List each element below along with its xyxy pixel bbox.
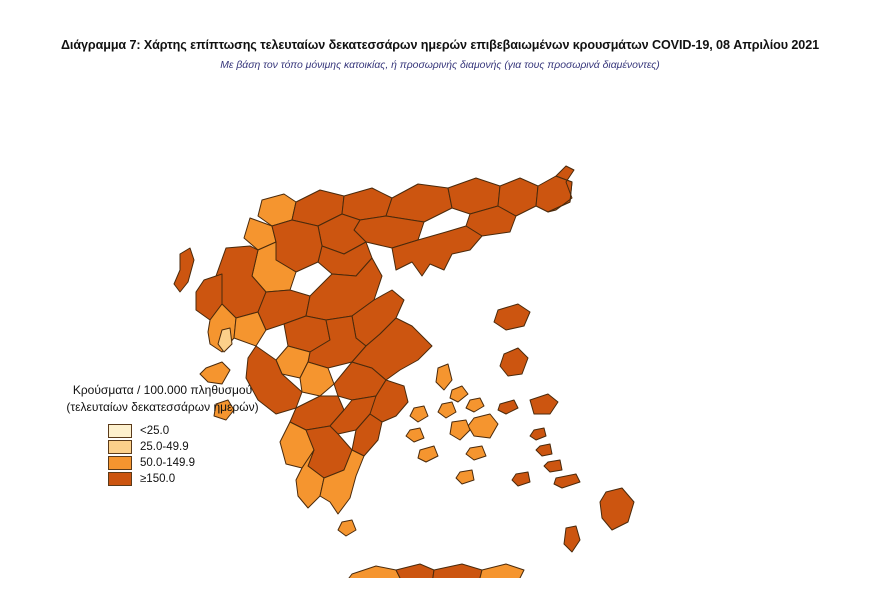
legend-item bbox=[108, 471, 300, 487]
figure-subtitle: Με βάση τον τόπο μόνιμης κατοικίας, ή προσωρινής διαμονής (για τους προσωρινά διαμένοντες) bbox=[220, 60, 660, 71]
area-dodekanisa-kalymnos bbox=[544, 460, 562, 472]
area-dodekanisa-rodos bbox=[600, 488, 634, 530]
legend-item bbox=[108, 439, 300, 455]
legend-swatch-under-25 bbox=[108, 424, 132, 438]
area-kythira bbox=[338, 520, 356, 536]
area-kyklades-ios bbox=[466, 446, 486, 460]
legend-label-50-149: 50.0-149.9 bbox=[140, 457, 195, 469]
legend-label-25-49: 25.0-49.9 bbox=[140, 441, 189, 453]
area-dodekanisa-astypalaia bbox=[512, 472, 530, 486]
area-kyklades-paros bbox=[450, 420, 470, 440]
legend-item bbox=[108, 423, 300, 439]
area-kilkis bbox=[342, 188, 392, 220]
legend-title-line2: (τελευταίων δεκατεσσάρων ημερών) bbox=[66, 400, 259, 414]
area-lesvos bbox=[494, 304, 530, 330]
map-legend bbox=[40, 382, 300, 487]
area-serres bbox=[386, 184, 452, 222]
area-dodekanisa-kos bbox=[554, 474, 580, 488]
area-kyklades-tinos bbox=[450, 386, 468, 402]
legend-swatch-over-150 bbox=[108, 472, 132, 486]
area-kyklades-milos bbox=[418, 446, 438, 462]
area-dodekanisa-leros bbox=[536, 444, 552, 456]
legend-swatch-25-49 bbox=[108, 440, 132, 454]
area-irakleio bbox=[432, 564, 482, 578]
area-kyklades-mykonos bbox=[466, 398, 484, 412]
area-lasithi bbox=[478, 564, 524, 578]
greece-incidence-map bbox=[0, 78, 880, 578]
area-chania bbox=[346, 566, 402, 578]
area-samos bbox=[530, 394, 558, 414]
area-kerkyra bbox=[174, 248, 194, 292]
area-kyklades-andros bbox=[436, 364, 452, 390]
area-kyklades-syros bbox=[438, 402, 456, 418]
area-kyklades-kythnos bbox=[406, 428, 424, 442]
legend-swatch-50-149 bbox=[108, 456, 132, 470]
area-ikaria bbox=[498, 400, 518, 414]
legend-label-over-150: ≥150.0 bbox=[140, 473, 176, 485]
area-dodekanisa-patmos bbox=[530, 428, 546, 440]
legend-item bbox=[108, 455, 300, 471]
area-kyklades-santorini bbox=[456, 470, 474, 484]
area-kefallinia bbox=[200, 362, 230, 384]
area-dodekanisa-karpathos bbox=[564, 526, 580, 552]
figure-title: Διάγραμμα 7: Χάρτης επίπτωσης τελευταίων δεκατεσσάρων ημερών επιβεβαιωμένων κρουσμάτων COVID-19, 08 Απριλίου 2021 bbox=[60, 38, 820, 52]
area-chios bbox=[500, 348, 528, 376]
area-kyklades-kea bbox=[410, 406, 428, 422]
area-kyklades-naxos bbox=[468, 414, 498, 438]
page-bottom-strip bbox=[0, 580, 880, 597]
legend-label-under-25: <25.0 bbox=[140, 425, 170, 437]
page-top-strip bbox=[0, 0, 880, 14]
legend-title-line1: Κρούσματα / 100.000 πληθυσμού bbox=[72, 383, 253, 397]
legend-items bbox=[108, 423, 300, 487]
